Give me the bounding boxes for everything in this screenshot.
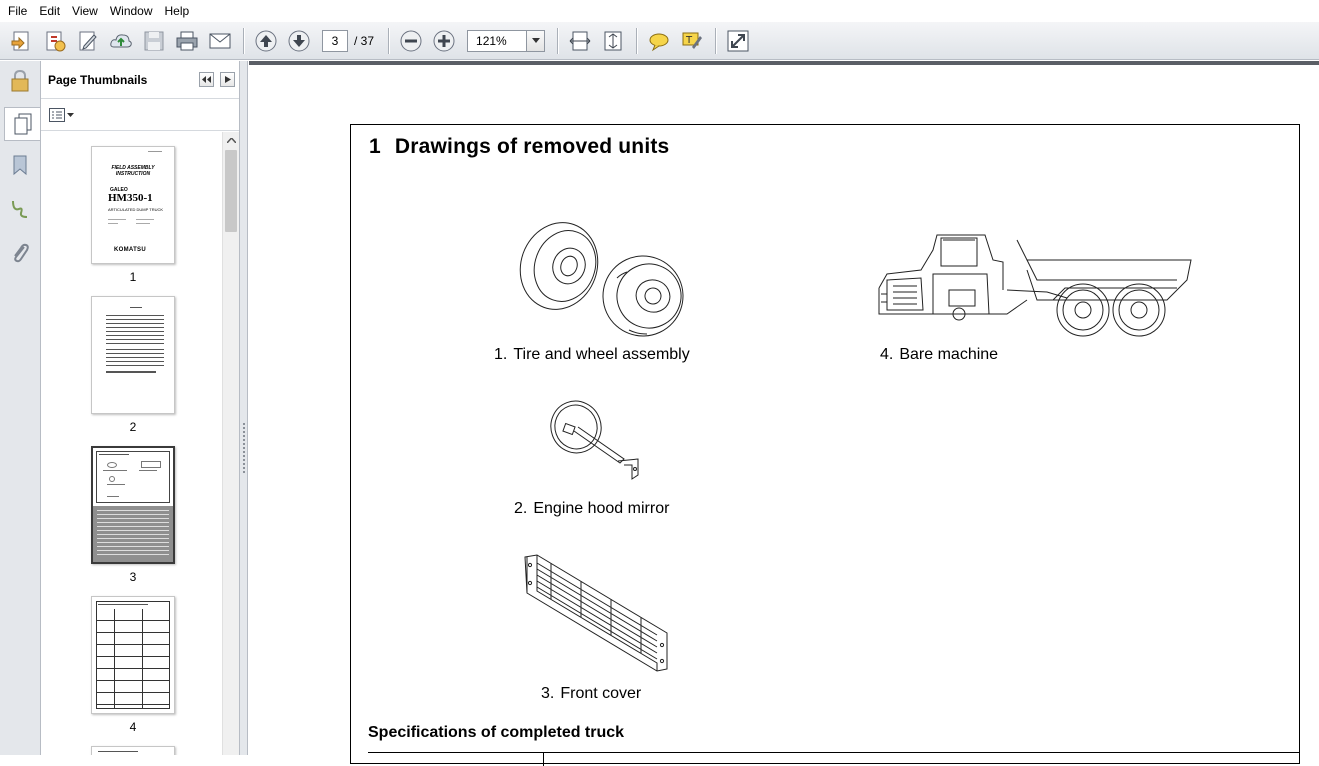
thumbnail-scrollbar[interactable] xyxy=(222,132,239,755)
chevron-up-icon xyxy=(227,138,236,143)
lock-icon xyxy=(9,69,31,93)
menu-view[interactable]: View xyxy=(72,4,98,18)
expand-icon xyxy=(726,29,750,53)
panel-title: Page Thumbnails xyxy=(48,72,148,87)
spec-table-column-divider xyxy=(543,752,544,766)
toolbar-separator xyxy=(243,28,244,54)
thumb-logo: KOMATSU xyxy=(114,247,146,253)
thumbnail-page-4[interactable] xyxy=(91,596,175,734)
save-button[interactable] xyxy=(140,27,168,55)
signatures-tab[interactable] xyxy=(6,195,34,223)
zoom-in-button[interactable] xyxy=(430,27,458,55)
email-button[interactable] xyxy=(206,27,234,55)
collapse-panel-button[interactable] xyxy=(199,72,214,87)
pages-icon xyxy=(12,112,34,136)
email-icon xyxy=(208,29,232,53)
scrollbar-thumb[interactable] xyxy=(225,150,237,232)
thumbnail-image xyxy=(91,146,175,264)
thumbnail-page-3[interactable] xyxy=(91,446,175,584)
create-pdf-button[interactable] xyxy=(8,27,36,55)
edit-button[interactable] xyxy=(74,27,102,55)
fit-page-button[interactable] xyxy=(599,27,627,55)
chevron-down-icon xyxy=(67,113,74,117)
section-title: Drawings of removed units xyxy=(394,135,670,158)
zoom-out-button[interactable] xyxy=(397,27,425,55)
save-icon xyxy=(142,29,166,53)
thumb-subtitle: ARTICULATED DUMP TRUCK xyxy=(108,207,164,212)
paperclip-icon xyxy=(9,241,31,265)
fit-width-icon xyxy=(568,29,592,53)
fit-width-button[interactable] xyxy=(566,27,594,55)
spec-table-top-border xyxy=(368,752,1300,753)
thumbnail-page-1[interactable] xyxy=(91,146,175,284)
toolbar xyxy=(0,22,1319,60)
expand-button[interactable] xyxy=(724,27,752,55)
thumbnail-label: 2 xyxy=(129,420,137,434)
comment-icon xyxy=(647,29,671,53)
fit-page-icon xyxy=(601,29,625,53)
page-frame xyxy=(350,124,1300,764)
panel-options-bar xyxy=(41,99,239,131)
combine-files-icon xyxy=(43,29,67,53)
thumbnail-page-2[interactable] xyxy=(91,296,175,434)
specifications-heading: Specifications of completed truck xyxy=(368,724,625,741)
highlight-button[interactable] xyxy=(678,27,706,55)
double-chevron-left-icon xyxy=(202,76,211,83)
toolbar-separator xyxy=(715,28,716,54)
chevron-down-icon xyxy=(532,38,540,43)
thumbnail-page-5[interactable] xyxy=(91,746,175,755)
toolbar-separator xyxy=(636,28,637,54)
signature-icon xyxy=(9,197,31,221)
tire-wheel-drawing xyxy=(517,220,689,340)
section-number: 1 xyxy=(369,135,381,158)
item-caption-3: 3. Front cover xyxy=(541,685,642,702)
toolbar-separator xyxy=(388,28,389,54)
options-list-icon xyxy=(49,108,65,122)
chevron-right-icon xyxy=(225,76,231,83)
dump-truck-drawing xyxy=(877,230,1197,340)
comment-button[interactable] xyxy=(645,27,673,55)
thumbnail-label: 1 xyxy=(129,270,137,284)
zoom-level-input[interactable]: 121% xyxy=(467,30,527,52)
thumbnail-label: 3 xyxy=(129,570,137,584)
svg-text:T: T xyxy=(686,34,693,46)
page-thumbnails-tab[interactable] xyxy=(4,107,40,141)
previous-page-button[interactable] xyxy=(252,27,280,55)
thumbnail-panel xyxy=(41,61,240,755)
security-button[interactable] xyxy=(6,67,34,95)
menu-edit[interactable]: Edit xyxy=(39,4,61,18)
document-view[interactable] xyxy=(249,61,1319,755)
plus-circle-icon xyxy=(432,29,456,53)
thumbnail-list xyxy=(41,132,222,755)
thumb-brand: GALEO xyxy=(110,187,128,193)
navigation-strip xyxy=(0,61,41,755)
page-total: / 37 xyxy=(354,33,375,48)
thumb-model: HM350-1 xyxy=(108,192,153,204)
zoom-dropdown-button[interactable] xyxy=(527,30,545,52)
highlight-text-icon xyxy=(680,29,704,53)
scroll-up-button[interactable] xyxy=(223,132,239,149)
arrow-down-icon xyxy=(287,29,311,53)
section-heading xyxy=(369,135,669,159)
mirror-drawing xyxy=(544,399,644,485)
thumbnail-image-selected xyxy=(91,446,175,564)
thumbnail-image xyxy=(91,596,175,714)
item-caption-4: 4. Bare machine xyxy=(880,346,999,363)
thumbnail-label: 4 xyxy=(129,720,137,734)
next-page-button[interactable] xyxy=(285,27,313,55)
cloud-upload-icon xyxy=(109,29,133,53)
menu-file[interactable]: File xyxy=(8,4,28,18)
thumbnail-image xyxy=(91,296,175,414)
menu-window[interactable]: Window xyxy=(109,4,153,18)
splitter-grip[interactable] xyxy=(243,423,245,473)
minus-circle-icon xyxy=(399,29,423,53)
thumbnail-options-button[interactable] xyxy=(49,108,74,122)
create-pdf-icon xyxy=(10,29,34,53)
menu-bar xyxy=(0,0,1319,22)
arrow-up-icon xyxy=(254,29,278,53)
page-number-input[interactable]: 3 xyxy=(322,30,348,52)
print-icon xyxy=(175,29,199,53)
panel-splitter[interactable] xyxy=(240,61,248,755)
thumbnail-image xyxy=(91,746,175,755)
bookmarks-tab[interactable] xyxy=(6,151,34,179)
attachments-tab[interactable] xyxy=(6,239,34,267)
thumb-header: FIELD ASSEMBLY INSTRUCTION xyxy=(111,165,155,177)
menu-help[interactable]: Help xyxy=(164,4,190,18)
combine-files-button[interactable] xyxy=(41,27,69,55)
item-caption-1: 1. Tire and wheel assembly xyxy=(494,346,690,363)
front-cover-drawing xyxy=(521,553,671,675)
upload-button[interactable] xyxy=(107,27,135,55)
panel-menu-button[interactable] xyxy=(220,72,235,87)
panel-header xyxy=(41,61,239,99)
bookmark-icon xyxy=(9,153,31,177)
item-caption-2: 2. Engine hood mirror xyxy=(514,500,670,517)
edit-document-icon xyxy=(76,29,100,53)
toolbar-separator xyxy=(557,28,558,54)
print-button[interactable] xyxy=(173,27,201,55)
